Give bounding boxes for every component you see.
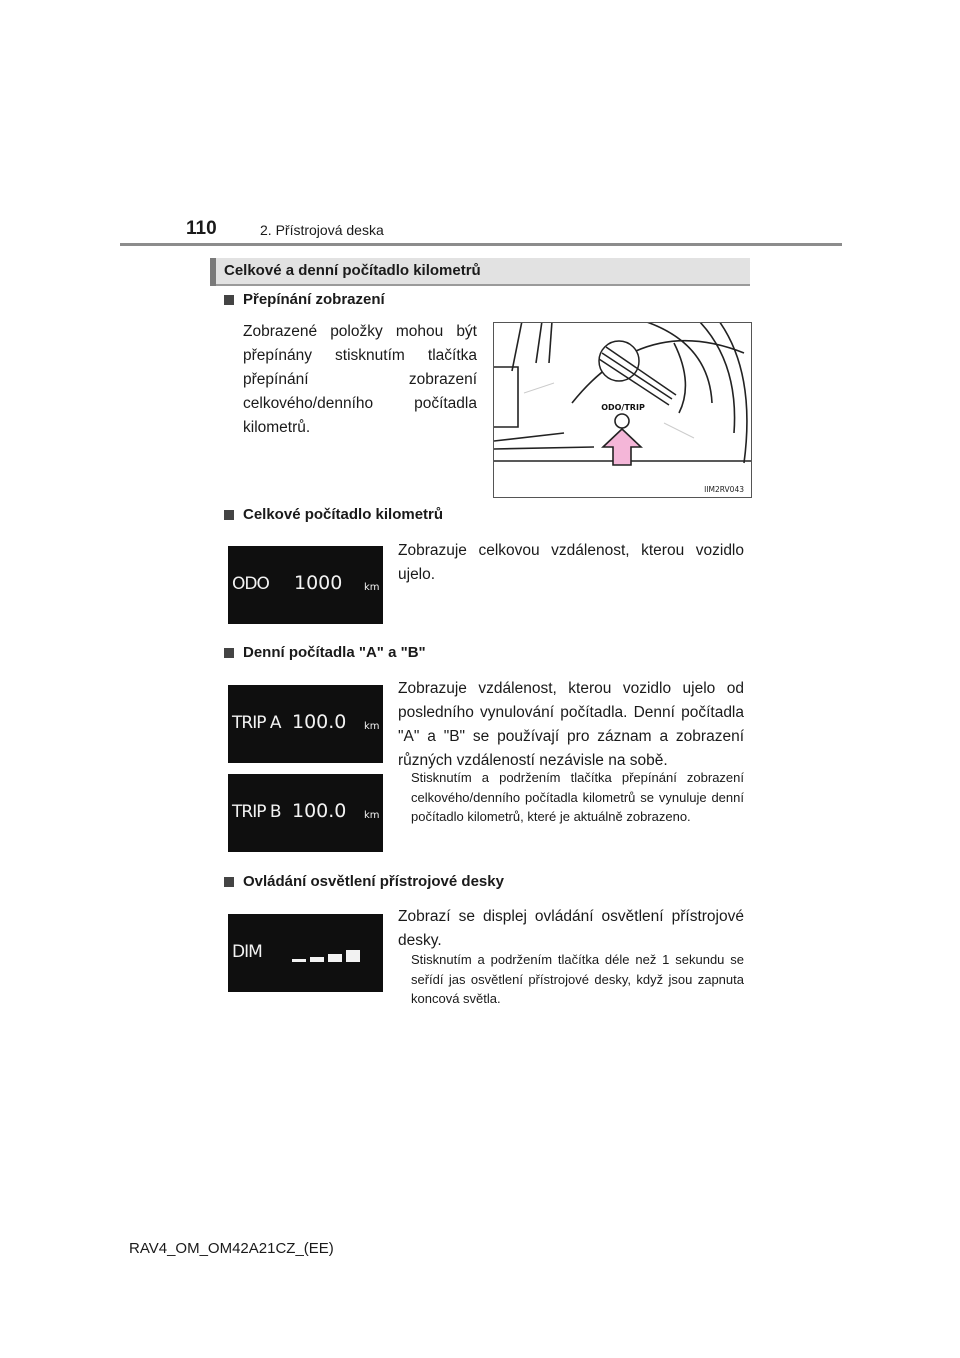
figure-code: IIM2RV043: [704, 485, 744, 494]
subheading-text: Celkové počítadlo kilometrů: [243, 506, 444, 523]
display-label: TRIP B: [232, 802, 281, 822]
bullet-square-icon: [224, 877, 234, 887]
bullet-square-icon: [224, 510, 234, 520]
subheading-switch-display: [224, 291, 385, 308]
odometer-text: Zobrazuje celkovou vzdálenost, kterou vozidlo ujelo.: [398, 542, 744, 583]
subheading-dimmer: [224, 873, 504, 890]
trip-note: Stisknutím a podržením tlačítka přepínání zobrazení celkového/denního počítadla kilometrů se vynuluje denní počítadlo kilometrů, které je aktuálně zobrazeno.: [411, 770, 744, 824]
odometer-display: [228, 546, 383, 624]
dimmer-display: [228, 914, 383, 992]
odo-trip-button-label: ODO/TRIP: [601, 403, 645, 412]
display-label: ODO: [232, 574, 269, 594]
trip-a-display: [228, 685, 383, 763]
display-value: 1000: [294, 572, 343, 594]
display-label: DIM: [232, 942, 262, 962]
subheading-text: Denní počítadla "A" a "B": [243, 644, 426, 661]
subheading-text: Přepínání zobrazení: [243, 291, 385, 308]
switch-display-text: Zobrazené položky mohou být přepínány stisknutím tlačítka přepínání zobrazení celkového/denního počítadla kilometrů.: [243, 323, 477, 436]
trip-text: Zobrazuje vzdálenost, kterou vozidlo ujelo od posledního vynulování počítadla. Denní počítadla "A" a "B" se používají pro záznam a zobrazení různých vzdáleností nezávisle na sobě.: [398, 680, 744, 769]
instrument-cluster-illustration: [494, 323, 751, 497]
section-heading-bar: [210, 258, 750, 286]
trip-b-display: [228, 774, 383, 852]
bullet-square-icon: [224, 648, 234, 658]
document-code: RAV4_OM_OM42A21CZ_(EE): [129, 1240, 334, 1257]
section-accent: [210, 258, 216, 286]
display-label: TRIP A: [232, 713, 281, 733]
page-number: 110: [186, 218, 217, 239]
bullet-square-icon: [224, 295, 234, 305]
display-unit: km: [364, 721, 380, 732]
subheading-odometer: [224, 506, 443, 523]
brightness-level-bars-icon: [290, 944, 370, 964]
display-value: 100.0: [292, 800, 347, 822]
dimmer-note: Stisknutím a podržením tlačítka déle než 1 sekundu se seřídí jas osvětlení přístrojové desky, když jsou zapnuta koncová světla.: [411, 952, 744, 1006]
chapter-title: 2. Přístrojová deska: [260, 222, 384, 238]
odo-trip-button-figure: [493, 322, 752, 498]
display-unit: km: [364, 582, 380, 593]
section-title: Celkové a denní počítadlo kilometrů: [224, 262, 481, 279]
header-divider: [120, 243, 842, 246]
subheading-text: Ovládání osvětlení přístrojové desky: [243, 873, 504, 890]
subheading-trip-meters: [224, 644, 426, 661]
arrow-up-icon: [603, 429, 641, 465]
dimmer-text: Zobrazí se displej ovládání osvětlení přístrojové desky.: [398, 908, 744, 949]
odo-trip-button: [615, 414, 629, 428]
display-unit: km: [364, 810, 380, 821]
display-value: 100.0: [292, 711, 347, 733]
